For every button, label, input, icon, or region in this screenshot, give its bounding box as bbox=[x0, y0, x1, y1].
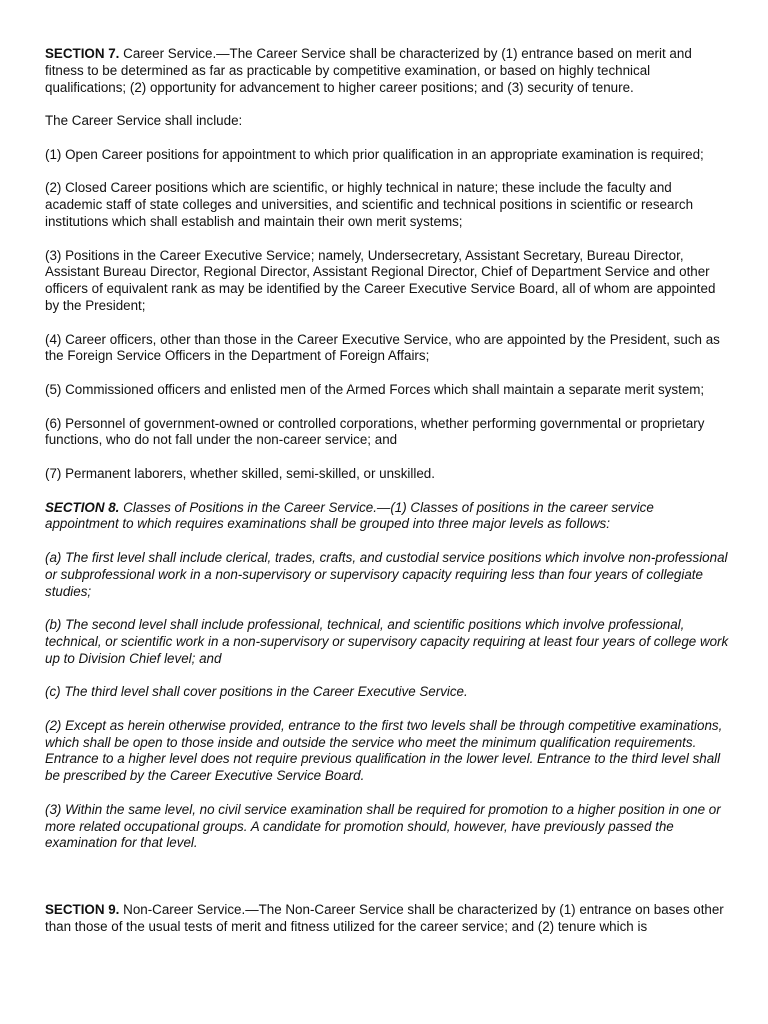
section-9-paragraph bbox=[45, 902, 730, 936]
section-8-item-3: (3) Within the same level, no civil service examination shall be required for promotion to a higher position in one or more related occupational groups. A candidate for promotion should, however, have previously passed the examination for that level. bbox=[45, 801, 721, 851]
section-8-intro: Classes of Positions in the Career Service.—(1) Classes of positions in the career service appointment to which requires examinations shall be grouped into three major levels as follows: bbox=[45, 499, 654, 532]
section-9-heading: SECTION 9. bbox=[45, 902, 120, 918]
section-8-item-b: (b) The second level shall include professional, technical, and scientific positions which involve professional, technical, or scientific work in a non-supervisory or supervisory capacity requiring at least four years of college work up to Division Chief level; and bbox=[45, 617, 729, 666]
section-8-item-c: (c) The third level shall cover positions in the Career Executive Service. bbox=[45, 684, 468, 700]
section-spacer bbox=[45, 869, 730, 902]
section-8-heading: SECTION 8. bbox=[45, 499, 120, 515]
section-8-item-a: (a) The first level shall include clerical, trades, crafts, and custodial service positions which involve non-professional or subprofessional work in a non-supervisory or supervisory capacity requiring less than four years of collegiate studies; bbox=[45, 549, 728, 599]
section-7-item-1: (1) Open Career positions for appointment to which prior qualification in an appropriate examination is required; bbox=[45, 146, 704, 162]
section-7-intro: Career Service.—The Career Service shall be characterized by (1) entrance based on merit and fitness to be determined as far as practicable by competitive examination, or based on highly technical qualifications; (2) opportunity for advancement to higher career positions; and (3) security of tenure. bbox=[45, 46, 692, 95]
section-7-heading: SECTION 7. bbox=[45, 46, 120, 61]
career-service-include-text: The Career Service shall include: bbox=[45, 113, 243, 129]
section-8-item-2: (2) Except as herein otherwise provided, entrance to the first two levels shall be through competitive examinations, which shall be open to those inside and outside the service who meet the minimum qualification requirements. Entrance to a higher level does not require previous qualification in the lower level. Entrance to the third level shall be prescribed by the Career Executive Service Board. bbox=[45, 717, 723, 784]
section-9-intro: Non-Career Service.—The Non-Career Service shall be characterized by (1) entrance on bases other than those of the usual tests of merit and fitness utilized for the career service; and (2) tenure which is bbox=[45, 902, 724, 934]
section-7-item-6: (6) Personnel of government-owned or controlled corporations, whether performing governmental or proprietary functions, who do not fall under the non-career service; and bbox=[45, 415, 705, 448]
section-7-item-3: (3) Positions in the Career Executive Service; namely, Undersecretary, Assistant Secretary, Bureau Director, Assistant Bureau Director, Regional Director, Assistant Regional Director, Chief of Department Service and other officers of equivalent rank as may be identified by the Career Executive Service Board, all of whom are appointed by the President; bbox=[45, 247, 716, 313]
section-7-paragraph bbox=[45, 46, 730, 96]
section-8-paragraph bbox=[45, 500, 730, 534]
section-7-item-2: (2) Closed Career positions which are scientific, or highly technical in nature; these include the faculty and academic staff of state colleges and universities, and scientific and technical positions in scientific or research institutions which shall establish and maintain their own merit systems; bbox=[45, 180, 694, 229]
section-7-item-5: (5) Commissioned officers and enlisted men of the Armed Forces which shall maintain a separate merit system; bbox=[45, 381, 705, 397]
section-7-item-4: (4) Career officers, other than those in the Career Executive Service, who are appointed by the President, such as the Foreign Service Officers in the Department of Foreign Affairs; bbox=[45, 331, 720, 364]
section-7-item-7: (7) Permanent laborers, whether skilled, semi-skilled, or unskilled. bbox=[45, 465, 435, 481]
document-page bbox=[45, 46, 730, 952]
